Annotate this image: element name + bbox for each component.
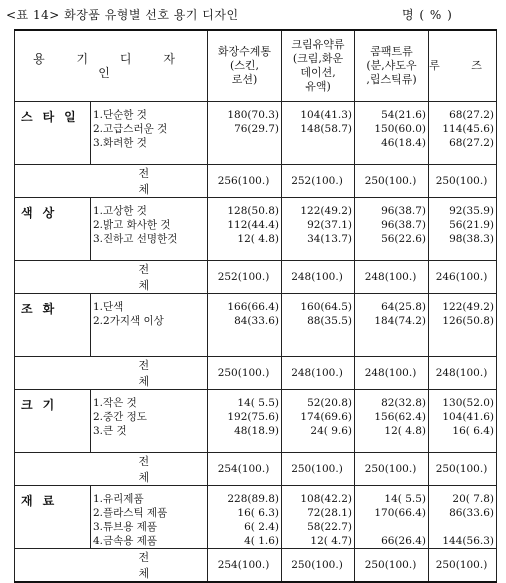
value: 130(52.0) xyxy=(442,397,494,409)
value xyxy=(282,136,352,150)
category-label: 크기 xyxy=(15,390,91,453)
value-cell xyxy=(429,294,497,357)
total-value: 250(100.) xyxy=(282,549,355,583)
value-cell xyxy=(208,486,282,549)
value: 14( 5.5) xyxy=(384,493,426,505)
item-label: 3.큰 것 xyxy=(93,425,127,437)
category-label: 스타일 xyxy=(15,102,91,165)
preference-table xyxy=(14,29,497,583)
total-value: 250(100.) xyxy=(282,453,355,486)
value: 114(45.6) xyxy=(442,123,494,135)
value: 112(44.4) xyxy=(227,219,279,231)
total-value: 252(100.) xyxy=(282,165,355,198)
total-value: 252(100.) xyxy=(208,261,282,294)
value: 48(18.9) xyxy=(234,425,279,437)
value: 180(70.3) xyxy=(227,109,279,121)
header-col2: 크림유약류 (크림,화운 데이션, 유액) xyxy=(282,30,355,102)
total-label: 전 체 xyxy=(91,165,208,198)
category-label: 색상 xyxy=(15,198,91,261)
category-label: 조화 xyxy=(15,294,91,357)
item-label: 2.고급스러운 것 xyxy=(93,123,168,135)
value: 184(74.2) xyxy=(374,315,426,327)
value xyxy=(208,136,279,150)
total-row xyxy=(15,453,497,486)
item-list xyxy=(91,390,208,453)
total-spacer xyxy=(15,357,91,390)
value: 84(33.6) xyxy=(234,315,279,327)
header-col1: 화장수계통 (스킨, 로션) xyxy=(208,30,282,102)
table-caption: <표 14> 화장품 유형별 선호 용기 디자인 xyxy=(6,8,239,22)
value: 122(49.2) xyxy=(300,205,352,217)
item-label: 3.튜브용 제품 xyxy=(93,521,158,533)
value-cell xyxy=(355,294,429,357)
header-col4: 루 즈 xyxy=(429,30,497,102)
value: 104(41.6) xyxy=(442,411,494,423)
value-cell xyxy=(355,198,429,261)
value: 174(69.6) xyxy=(300,411,352,423)
item-label: 2.중간 정도 xyxy=(93,411,147,423)
value: 88(35.5) xyxy=(307,315,352,327)
item-label: 1.단색 xyxy=(93,301,124,313)
value: 98(38.3) xyxy=(449,233,494,245)
header-row xyxy=(15,30,497,102)
total-row xyxy=(15,357,497,390)
value-cell xyxy=(208,198,282,261)
value: 128(50.8) xyxy=(227,205,279,217)
value-cell xyxy=(282,486,355,549)
value-cell xyxy=(429,198,497,261)
value: 34(13.7) xyxy=(307,233,352,245)
value: 82(32.8) xyxy=(381,397,426,409)
total-spacer xyxy=(15,165,91,198)
item-list xyxy=(91,102,208,165)
item-label: 1.고상한 것 xyxy=(93,205,147,217)
total-value: 250(100.) xyxy=(355,549,429,583)
value: 108(42.2) xyxy=(300,493,352,505)
header-col3: 콤팩트류 (분,샤도우 ,립스틱류) xyxy=(355,30,429,102)
total-label: 전 체 xyxy=(91,261,208,294)
value: 144(56.3) xyxy=(442,535,494,547)
total-value: 250(100.) xyxy=(355,453,429,486)
value: 170(66.4) xyxy=(374,507,426,519)
value: 4( 1.6) xyxy=(244,535,279,547)
group-row xyxy=(15,198,497,261)
item-label: 3.화려한 것 xyxy=(93,137,147,149)
value: 24( 9.6) xyxy=(310,425,352,437)
value-cell xyxy=(282,390,355,453)
group-row xyxy=(15,486,497,549)
value-cell xyxy=(355,102,429,165)
total-label: 전 체 xyxy=(91,357,208,390)
item-label: 1.유리제품 xyxy=(93,493,144,505)
total-value: 248(100.) xyxy=(282,261,355,294)
item-label: 2.밝고 화사한 것 xyxy=(93,219,171,231)
value: 56(21.9) xyxy=(449,219,494,231)
value-cell xyxy=(429,102,497,165)
value: 76(29.7) xyxy=(234,123,279,135)
value-cell xyxy=(208,294,282,357)
category-label: 재료 xyxy=(15,486,91,549)
total-spacer xyxy=(15,453,91,486)
total-value: 248(100.) xyxy=(282,357,355,390)
value: 92(35.9) xyxy=(449,205,494,217)
value: 52(20.8) xyxy=(307,397,352,409)
value: 96(38.7) xyxy=(381,205,426,217)
total-value: 256(100.) xyxy=(208,165,282,198)
value xyxy=(355,520,426,534)
value: 68(27.2) xyxy=(449,109,494,121)
value: 166(66.4) xyxy=(227,301,279,313)
value: 56(22.6) xyxy=(381,233,426,245)
value: 12( 4.8) xyxy=(384,425,426,437)
value: 104(41.3) xyxy=(300,109,352,121)
value: 156(62.4) xyxy=(374,411,426,423)
value: 16( 6.3) xyxy=(237,507,279,519)
value: 192(75.6) xyxy=(227,411,279,423)
total-row xyxy=(15,261,497,294)
value: 96(38.7) xyxy=(381,219,426,231)
total-value: 248(100.) xyxy=(355,261,429,294)
total-value: 250(100.) xyxy=(429,549,497,583)
group-row xyxy=(15,102,497,165)
unit-label: 명 ( % ) xyxy=(402,8,453,22)
value: 46(18.4) xyxy=(381,137,426,149)
total-value: 254(100.) xyxy=(208,549,282,583)
item-list xyxy=(91,294,208,357)
total-row xyxy=(15,549,497,583)
value: 12( 4.7) xyxy=(310,535,352,547)
total-row xyxy=(15,165,497,198)
table-body xyxy=(15,102,497,583)
value xyxy=(429,520,494,534)
item-label: 1.단순한 것 xyxy=(93,109,147,121)
value: 68(27.2) xyxy=(449,137,494,149)
item-label: 2.2가지색 이상 xyxy=(93,315,164,327)
value: 228(89.8) xyxy=(227,493,279,505)
value: 16( 6.4) xyxy=(452,425,494,437)
value: 92(37.1) xyxy=(307,219,352,231)
value: 72(28.1) xyxy=(307,507,352,519)
value: 150(60.0) xyxy=(374,123,426,135)
total-value: 246(100.) xyxy=(429,261,497,294)
group-row xyxy=(15,294,497,357)
value-cell xyxy=(208,102,282,165)
total-value: 248(100.) xyxy=(355,357,429,390)
value: 86(33.6) xyxy=(449,507,494,519)
value: 54(21.6) xyxy=(381,109,426,121)
total-spacer xyxy=(15,549,91,583)
total-value: 254(100.) xyxy=(208,453,282,486)
value-cell xyxy=(282,294,355,357)
total-value: 250(100.) xyxy=(429,453,497,486)
value: 6( 2.4) xyxy=(244,521,279,533)
total-value: 250(100.) xyxy=(208,357,282,390)
value: 126(50.8) xyxy=(442,315,494,327)
value-cell xyxy=(282,102,355,165)
item-label: 2.플라스틱 제품 xyxy=(93,507,168,519)
total-value: 248(100.) xyxy=(429,357,497,390)
value: 122(49.2) xyxy=(442,301,494,313)
item-label: 4.금속용 제품 xyxy=(93,535,158,547)
value-cell xyxy=(429,390,497,453)
value: 58(22.7) xyxy=(307,521,352,533)
value-cell xyxy=(355,486,429,549)
item-list xyxy=(91,198,208,261)
value: 148(58.7) xyxy=(300,123,352,135)
value-cell xyxy=(208,390,282,453)
value: 12( 4.8) xyxy=(237,233,279,245)
total-value: 250(100.) xyxy=(355,165,429,198)
item-list xyxy=(91,486,208,549)
item-label: 1.작은 것 xyxy=(93,397,137,409)
total-label: 전 체 xyxy=(91,453,208,486)
value: 64(25.8) xyxy=(381,301,426,313)
value-cell xyxy=(282,198,355,261)
value: 14( 5.5) xyxy=(237,397,279,409)
value: 20( 7.8) xyxy=(452,493,494,505)
value-cell xyxy=(355,390,429,453)
group-row xyxy=(15,390,497,453)
total-value: 250(100.) xyxy=(429,165,497,198)
value: 66(26.4) xyxy=(381,535,426,547)
total-label: 전 체 xyxy=(91,549,208,583)
item-label: 3.진하고 선명한것 xyxy=(93,233,178,245)
value-cell xyxy=(429,486,497,549)
value: 160(64.5) xyxy=(300,301,352,313)
header-design: 용 기 디 자 인 xyxy=(15,30,208,102)
total-spacer xyxy=(15,261,91,294)
